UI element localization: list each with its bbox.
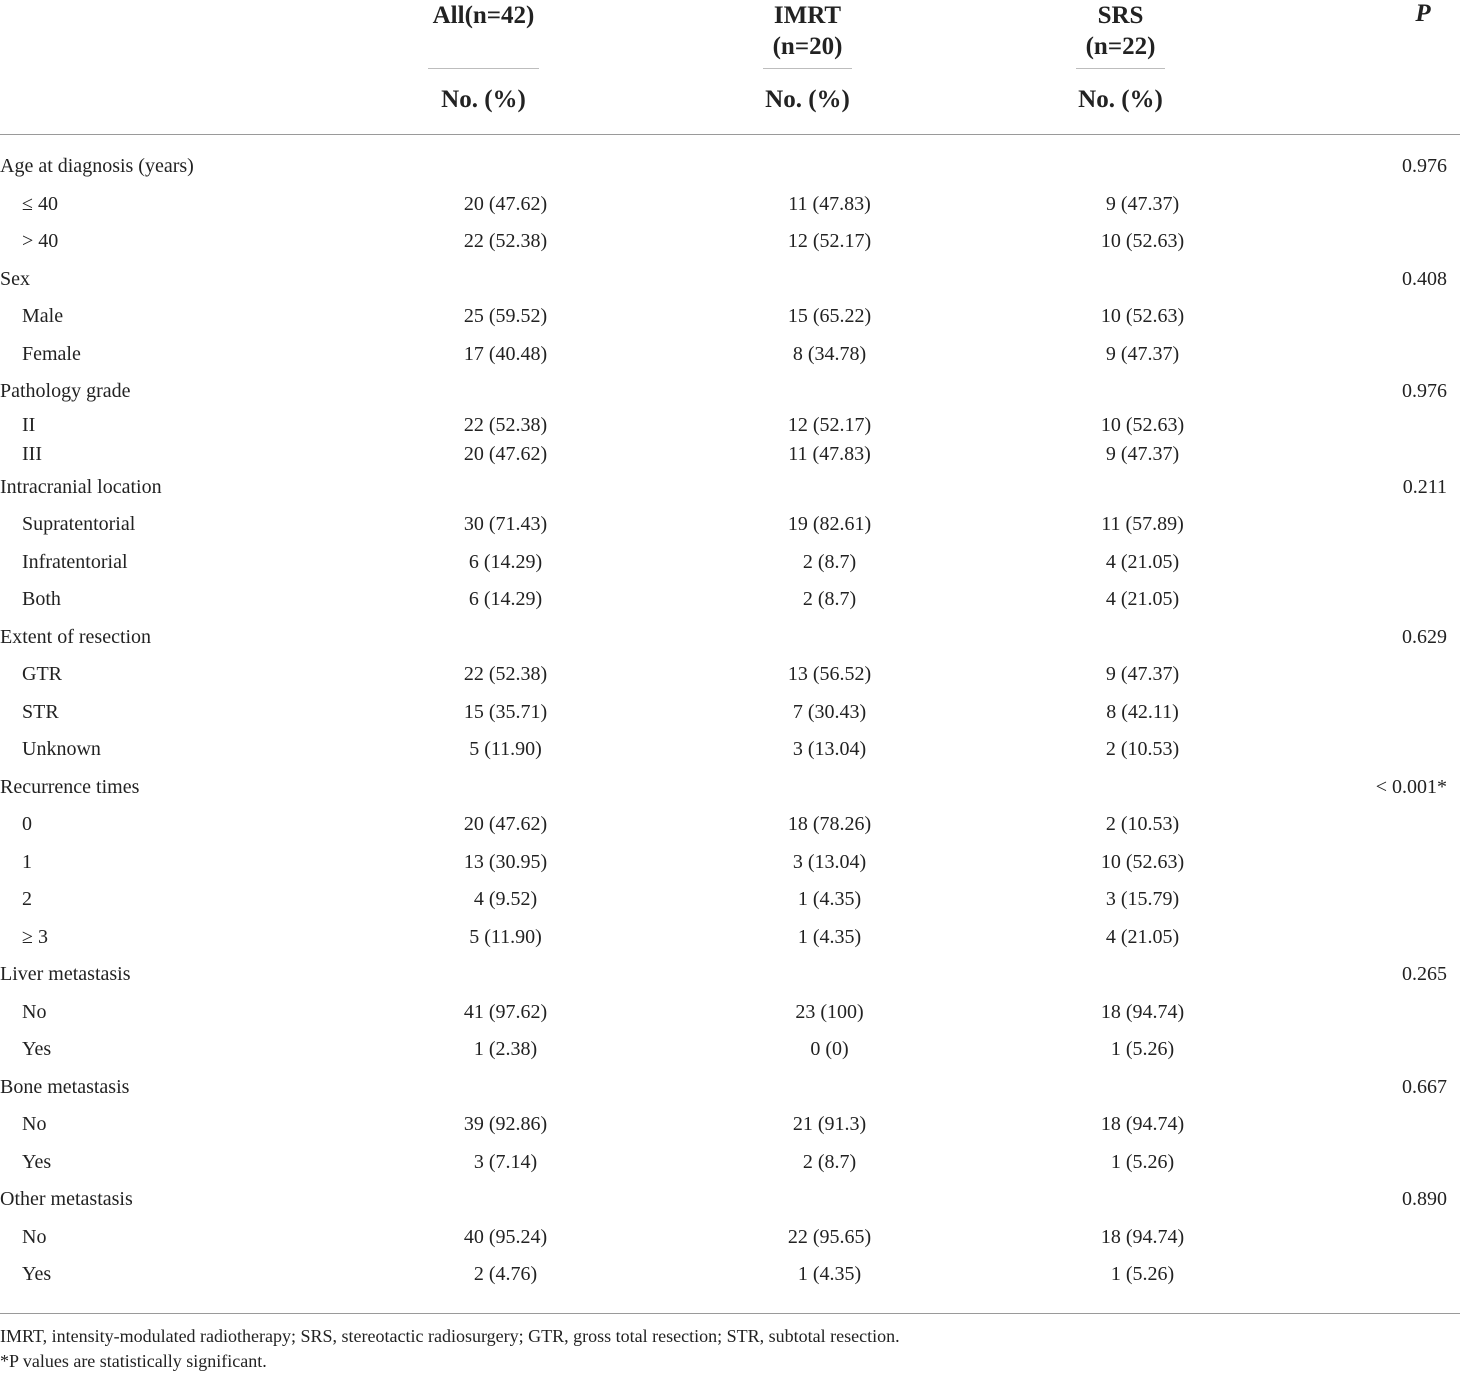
table-row	[0, 1031, 1460, 1069]
cell-p-value	[1187, 1256, 1460, 1294]
row-label: > 40	[22, 230, 59, 253]
table-bottom-rule	[0, 1313, 1460, 1314]
table-row	[0, 806, 1460, 844]
cell-all	[450, 469, 561, 507]
cell-all: 6 (14.29)	[468, 550, 543, 573]
cell-srs	[874, 1069, 1187, 1107]
cell-all: 40 (95.24)	[463, 1225, 548, 1248]
table-row	[0, 919, 1460, 957]
header-bottom-rule	[0, 134, 1460, 135]
cell-imrt: 3 (13.04)	[792, 738, 867, 761]
header-p: P	[1415, 0, 1431, 27]
cell-all: 3 (7.14)	[473, 1150, 538, 1173]
table-row	[0, 731, 1460, 769]
cell-all	[450, 148, 561, 186]
table-row	[0, 581, 1460, 619]
cell-srs: 2 (10.53)	[1105, 813, 1180, 836]
header-all	[428, 0, 539, 31]
table-section-row	[0, 956, 1460, 994]
cell-imrt: 21 (91.3)	[792, 1113, 867, 1136]
row-label: Other metastasis	[0, 1188, 133, 1211]
cell-imrt: 7 (30.43)	[792, 700, 867, 723]
cell-p-value	[1187, 731, 1460, 769]
cell-imrt: 23 (100)	[795, 1000, 864, 1023]
cell-p-value	[1187, 298, 1460, 336]
row-label: Male	[22, 305, 64, 328]
row-label: Yes	[22, 1150, 52, 1173]
table-row	[0, 336, 1460, 374]
cell-imrt	[561, 261, 874, 299]
table-row	[0, 544, 1460, 582]
cell-srs: 10 (52.63)	[1100, 305, 1185, 328]
cell-srs	[874, 148, 1187, 186]
row-label: III	[22, 442, 42, 465]
header-imrt	[763, 0, 852, 62]
row-label: Extent of resection	[0, 625, 152, 648]
row-label: ≤ 40	[22, 192, 58, 215]
header-rule-imrt	[763, 68, 852, 69]
subheader-all: No. (%)	[441, 86, 526, 113]
row-label: 1	[22, 850, 32, 873]
cell-p-value	[1187, 1031, 1460, 1069]
cell-imrt	[561, 1069, 874, 1107]
table-row	[0, 994, 1460, 1032]
cell-srs: 9 (47.37)	[1105, 192, 1180, 215]
cell-imrt: 8 (34.78)	[792, 342, 867, 365]
row-label: Pathology grade	[0, 380, 131, 403]
data-table	[0, 148, 1460, 1294]
cell-all: 2 (4.76)	[473, 1263, 538, 1286]
cell-p-value: 0.265	[1402, 963, 1447, 986]
cell-p-value	[1187, 506, 1460, 544]
cell-p-value	[1187, 1106, 1460, 1144]
cell-all: 39 (92.86)	[463, 1113, 548, 1136]
cell-all	[450, 1069, 561, 1107]
cell-srs	[874, 373, 1187, 411]
cell-p-value: 0.667	[1402, 1075, 1447, 1098]
cell-imrt	[561, 619, 874, 657]
cell-imrt	[561, 769, 874, 807]
table-row	[0, 1256, 1460, 1294]
cell-p-value	[1187, 440, 1460, 469]
cell-all: 13 (30.95)	[463, 850, 548, 873]
cell-srs: 4 (21.05)	[1105, 925, 1180, 948]
cell-all: 20 (47.62)	[463, 192, 548, 215]
table-row	[0, 656, 1460, 694]
cell-all: 41 (97.62)	[463, 1000, 548, 1023]
cell-srs: 1 (5.26)	[1110, 1263, 1175, 1286]
cell-all: 20 (47.62)	[463, 813, 548, 836]
cell-srs: 10 (52.63)	[1100, 413, 1185, 436]
table-row	[0, 1106, 1460, 1144]
cell-all: 22 (52.38)	[463, 663, 548, 686]
cell-p-value: 0.211	[1402, 475, 1447, 498]
cell-imrt: 3 (13.04)	[792, 850, 867, 873]
cell-p-value	[1187, 223, 1460, 261]
cell-all	[450, 769, 561, 807]
cell-p-value	[1187, 919, 1460, 957]
row-label: Female	[22, 342, 81, 365]
cell-p-value	[1187, 694, 1460, 732]
cell-p-value: 0.629	[1402, 625, 1447, 648]
cell-imrt	[561, 373, 874, 411]
cell-srs: 9 (47.37)	[1105, 342, 1180, 365]
cell-imrt: 2 (8.7)	[802, 588, 857, 611]
cell-srs: 9 (47.37)	[1105, 663, 1180, 686]
cell-p-value	[1187, 1219, 1460, 1257]
table-row	[0, 506, 1460, 544]
table-row	[0, 694, 1460, 732]
cell-p-value	[1187, 806, 1460, 844]
table-section-row	[0, 148, 1460, 186]
header-srs	[1076, 0, 1165, 62]
cell-srs: 9 (47.37)	[1105, 442, 1180, 465]
row-label: No	[22, 1113, 47, 1136]
cell-p-value: 0.976	[1402, 155, 1447, 178]
row-label: Yes	[22, 1263, 52, 1286]
cell-p-value	[1187, 411, 1460, 440]
table-row	[0, 440, 1460, 469]
cell-all	[450, 956, 561, 994]
row-label: Age at diagnosis (years)	[0, 155, 194, 178]
cell-srs	[874, 619, 1187, 657]
cell-imrt: 19 (82.61)	[787, 513, 872, 536]
header-srs-line2: (n=22)	[1085, 33, 1156, 60]
cell-p-value	[1187, 581, 1460, 619]
cell-all	[450, 619, 561, 657]
cell-srs: 10 (52.63)	[1100, 230, 1185, 253]
cell-all	[450, 373, 561, 411]
cell-p-value	[1187, 1144, 1460, 1182]
row-label: Bone metastasis	[0, 1075, 130, 1098]
row-label: STR	[22, 700, 59, 723]
cell-imrt: 1 (4.35)	[797, 925, 862, 948]
cell-p-value: 0.890	[1402, 1188, 1447, 1211]
row-label: Unknown	[22, 738, 101, 761]
row-label: 2	[22, 888, 32, 911]
cell-imrt: 12 (52.17)	[787, 413, 872, 436]
cell-srs	[874, 769, 1187, 807]
cell-imrt: 11 (47.83)	[788, 442, 871, 465]
cell-all	[450, 261, 561, 299]
footnote-abbreviations: IMRT, intensity-modulated radiotherapy; SRS, stereotactic radiosurgery; GTR, gross total resection; STR, subtotal resection.	[0, 1326, 900, 1346]
cell-imrt: 15 (65.22)	[787, 305, 872, 328]
header-rule-srs	[1076, 68, 1165, 69]
table-section-row	[0, 469, 1460, 507]
cell-all: 22 (52.38)	[463, 230, 548, 253]
cell-srs: 18 (94.74)	[1100, 1225, 1185, 1248]
row-label: Liver metastasis	[0, 963, 131, 986]
cell-srs: 4 (21.05)	[1105, 550, 1180, 573]
cell-all: 4 (9.52)	[473, 888, 538, 911]
row-label: No	[22, 1000, 47, 1023]
row-label: Intracranial location	[0, 475, 162, 498]
cell-imrt: 1 (4.35)	[797, 1263, 862, 1286]
row-label: Infratentorial	[22, 550, 128, 573]
header-srs-line1: SRS	[1097, 2, 1144, 29]
cell-p-value	[1187, 336, 1460, 374]
table-row	[0, 411, 1460, 440]
cell-p-value	[1187, 186, 1460, 224]
cell-all: 25 (59.52)	[463, 305, 548, 328]
cell-imrt	[561, 148, 874, 186]
row-label: No	[22, 1225, 47, 1248]
row-label: Both	[22, 588, 61, 611]
cell-srs	[874, 1181, 1187, 1219]
cell-all	[450, 1181, 561, 1219]
table-row	[0, 223, 1460, 261]
table-section-row	[0, 769, 1460, 807]
table-row	[0, 881, 1460, 919]
table-row	[0, 1144, 1460, 1182]
table-row	[0, 844, 1460, 882]
row-label: 0	[22, 813, 32, 836]
table-row	[0, 298, 1460, 336]
cell-srs: 1 (5.26)	[1110, 1038, 1175, 1061]
cell-srs	[874, 956, 1187, 994]
cell-srs: 10 (52.63)	[1100, 850, 1185, 873]
cell-imrt: 18 (78.26)	[787, 813, 872, 836]
cell-imrt: 2 (8.7)	[802, 550, 857, 573]
cell-srs: 18 (94.74)	[1100, 1000, 1185, 1023]
cell-srs: 3 (15.79)	[1105, 888, 1180, 911]
cell-srs: 1 (5.26)	[1110, 1150, 1175, 1173]
cell-p-value: < 0.001*	[1375, 775, 1447, 798]
row-label: ≥ 3	[22, 925, 48, 948]
cell-all: 22 (52.38)	[463, 413, 548, 436]
cell-imrt: 13 (56.52)	[787, 663, 872, 686]
table-body	[0, 148, 1460, 1294]
cell-srs: 8 (42.11)	[1106, 700, 1179, 723]
cell-p-value: 0.408	[1402, 267, 1447, 290]
row-label: Recurrence times	[0, 775, 140, 798]
row-label: Sex	[0, 267, 30, 290]
row-label: GTR	[22, 663, 62, 686]
cell-imrt: 11 (47.83)	[788, 192, 871, 215]
cell-imrt: 12 (52.17)	[787, 230, 872, 253]
table-section-row	[0, 1069, 1460, 1107]
table-section-row	[0, 373, 1460, 411]
cell-all: 20 (47.62)	[463, 442, 548, 465]
cell-srs: 2 (10.53)	[1105, 738, 1180, 761]
row-label: Yes	[22, 1038, 52, 1061]
cell-all: 15 (35.71)	[463, 700, 548, 723]
cell-imrt	[561, 469, 874, 507]
table-row	[0, 186, 1460, 224]
header-imrt-line1: IMRT	[773, 2, 842, 29]
cell-p-value	[1187, 994, 1460, 1032]
cell-all: 6 (14.29)	[468, 588, 543, 611]
cell-imrt: 0 (0)	[810, 1038, 849, 1061]
cell-all: 30 (71.43)	[463, 513, 548, 536]
table-section-row	[0, 261, 1460, 299]
cell-p-value	[1187, 544, 1460, 582]
subheader-srs: No. (%)	[1078, 86, 1163, 113]
header-all-label: All(n=42)	[432, 2, 535, 29]
cell-imrt	[561, 956, 874, 994]
cell-p-value	[1187, 656, 1460, 694]
footnote-significance: *P values are statistically significant.	[0, 1351, 267, 1371]
header-imrt-line2: (n=20)	[772, 33, 843, 60]
cell-p-value	[1187, 844, 1460, 882]
cell-imrt: 22 (95.65)	[787, 1225, 872, 1248]
row-label: Supratentorial	[22, 513, 136, 536]
cell-imrt: 1 (4.35)	[797, 888, 862, 911]
cell-all: 5 (11.90)	[469, 738, 542, 761]
cell-all: 1 (2.38)	[473, 1038, 538, 1061]
cell-all: 17 (40.48)	[463, 342, 548, 365]
cell-imrt: 2 (8.7)	[802, 1150, 857, 1173]
cell-srs: 11 (57.89)	[1101, 513, 1184, 536]
table-section-row	[0, 619, 1460, 657]
cell-all: 5 (11.90)	[469, 925, 542, 948]
cell-imrt	[561, 1181, 874, 1219]
cell-srs: 18 (94.74)	[1100, 1113, 1185, 1136]
cell-p-value: 0.976	[1402, 380, 1447, 403]
subheader-imrt: No. (%)	[765, 86, 850, 113]
cell-srs	[874, 469, 1187, 507]
row-label: II	[22, 413, 36, 436]
cell-srs	[874, 261, 1187, 299]
header-rule-all	[428, 68, 539, 69]
cell-p-value	[1187, 881, 1460, 919]
cell-srs: 4 (21.05)	[1105, 588, 1180, 611]
table-row	[0, 1219, 1460, 1257]
table-section-row	[0, 1181, 1460, 1219]
